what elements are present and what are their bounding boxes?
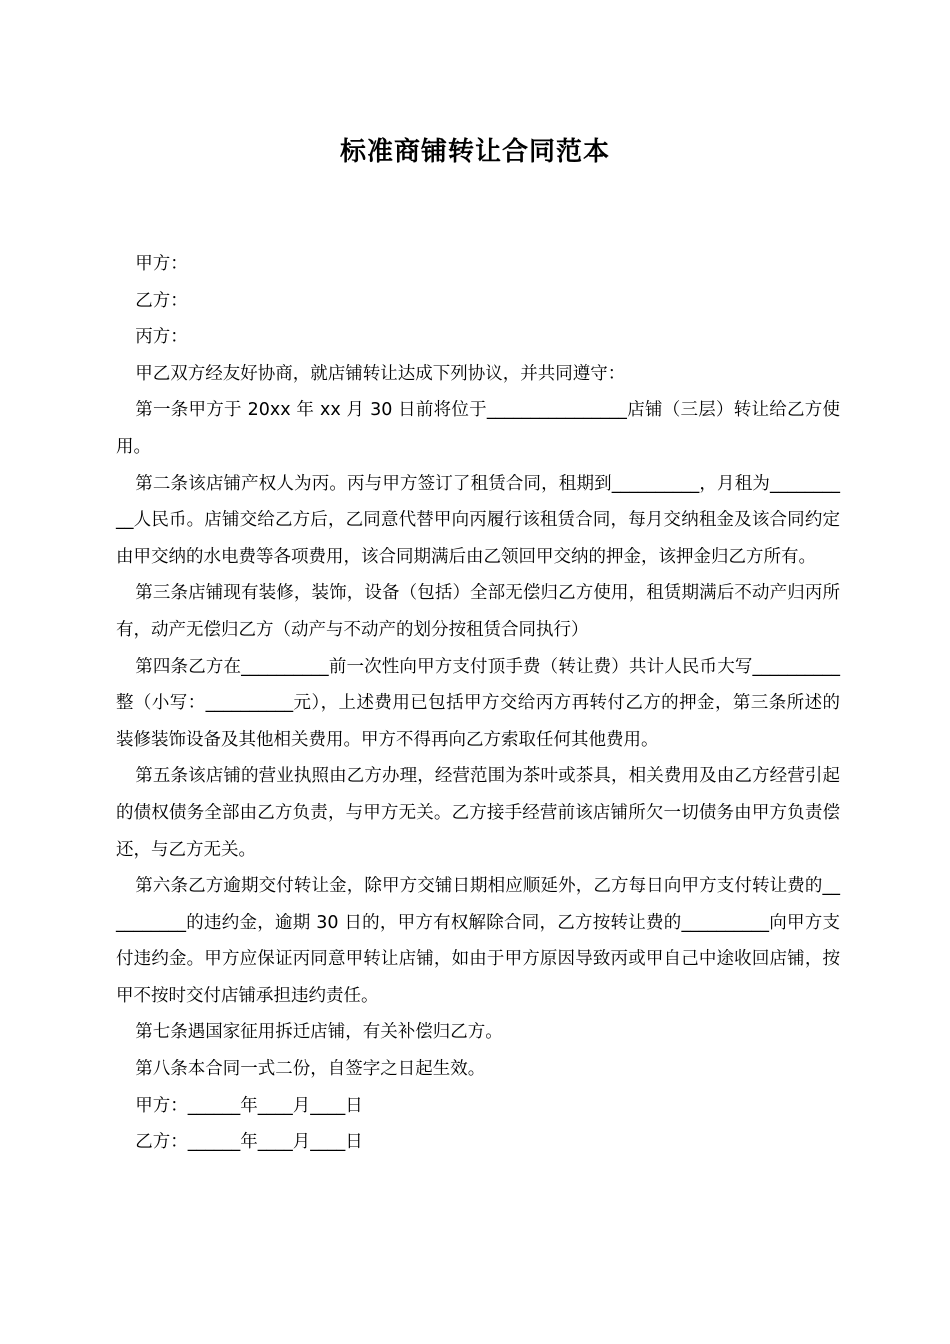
article-6-paragraph: 第六条乙方逾期交付转让金，除甲方交铺日期相应顺延外，乙方每日向甲方支付转让费的__________的违约金，逾期 30 日的，甲方有权解除合同，乙方按转让费的__________向甲方支付违约金。甲方应保证丙同意甲转让店铺，如由于甲方原因导致丙或甲自己中途收回店铺，按甲不按时交付店铺承担违约责任。: [116, 876, 840, 1006]
document-title: 标准商铺转让合同范本: [339, 137, 610, 167]
party-a-line: 甲方：: [135, 254, 188, 274]
party-b-line: 乙方：: [135, 290, 188, 311]
contract-body: [116, 246, 840, 1161]
article-2-paragraph: 第二条该店铺产权人为丙。丙与甲方签订了租赁合同，租期到__________，月租为__________人民币。店铺交给乙方后，乙同意代替甲向丙履行该租赁合同，每月交纳租金及该合同约定由甲交纳的水电费等各项费用，该合同期满后由乙领回甲交纳的押金，该押金归乙方所有。: [116, 473, 840, 567]
preamble-paragraph: 甲乙双方经友好协商，就店铺转让达成下列协议，并共同遵守：: [135, 363, 626, 384]
party-b-signature-date: 乙方：______年____月____日: [135, 1132, 363, 1153]
article-7-paragraph: 第七条遇国家征用拆迁店铺，有关补偿归乙方。: [135, 1022, 503, 1043]
article-8-paragraph: 第八条本合同一式二份，自签字之日起生效。: [135, 1059, 486, 1080]
article-4-paragraph: 第四条乙方在__________前一次性向甲方支付顶手费（转让费）共计人民币大写__________整（小写：__________元），上述费用已包括甲方交给丙方再转付乙方的押金，第三条所述的装修装饰设备及其他相关费用。甲方不得再向乙方索取任何其他费用。: [116, 656, 840, 750]
article-3-paragraph: 第三条店铺现有装修，装饰，设备（包括）全部无偿归乙方使用，租赁期满后不动产归丙所有，动产无偿归乙方（动产与不动产的划分按租赁合同执行）: [116, 583, 840, 640]
party-a-signature-date: 甲方：______年____月____日: [135, 1095, 363, 1116]
article-5-paragraph: 第五条该店铺的营业执照由乙方办理，经营范围为茶叶或茶具，相关费用及由乙方经营引起的债权债务全部由乙方负责，与甲方无关。乙方接手经营前该店铺所欠一切债务由甲方负责偿还，与乙方无关。: [116, 766, 840, 860]
party-c-line: 丙方：: [135, 327, 188, 348]
article-1-paragraph: 第一条甲方于 20xx 年 xx 月 30 日前将位于________________店铺（三层）转让给乙方使用。: [116, 400, 840, 457]
